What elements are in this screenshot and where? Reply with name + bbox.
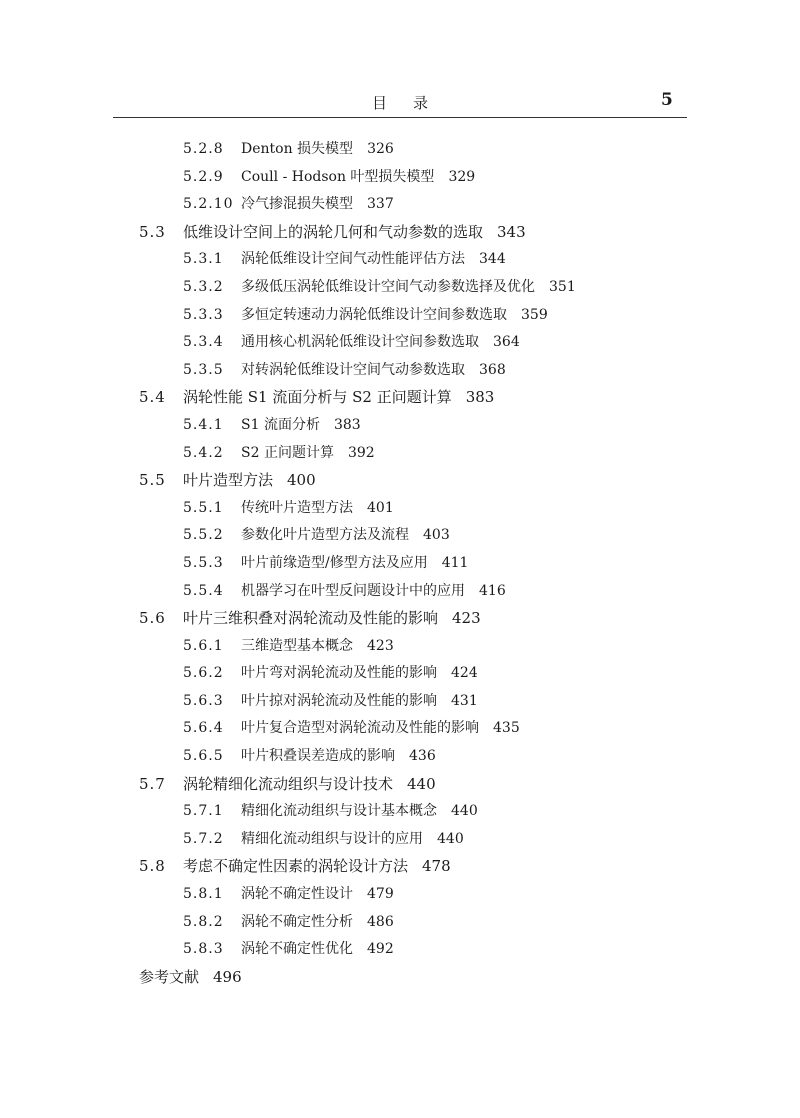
toc-entry-number: 5.3.1 — [183, 251, 224, 268]
toc-entry-title: 叶片造型方法 — [183, 471, 274, 490]
toc-entry-page: 400 — [287, 471, 316, 490]
toc-subsection-entry[interactable] — [0, 136, 800, 164]
toc-subsection-entry[interactable] — [0, 412, 800, 440]
toc-entry-page: 368 — [479, 361, 506, 378]
toc-entry-title: 机器学习在叶型反问题设计中的应用 — [241, 582, 465, 599]
toc-subsection-entry[interactable] — [0, 578, 800, 606]
toc-section-entry[interactable] — [0, 467, 800, 495]
table-of-contents — [0, 136, 800, 991]
toc-subsection-entry[interactable] — [0, 550, 800, 578]
toc-entry-page: 343 — [497, 222, 526, 241]
toc-entry-number: 5.6.1 — [183, 637, 224, 654]
toc-entry-page: 344 — [479, 251, 506, 268]
toc-section-entry[interactable] — [0, 605, 800, 633]
toc-entry-title: S2 正问题计算 — [241, 444, 334, 461]
toc-entry-title: 精细化流动组织与设计的应用 — [241, 830, 423, 847]
toc-entry-title: 多恒定转速动力涡轮低维设计空间参数选取 — [241, 306, 507, 323]
toc-entry-title: 叶片三维积叠对涡轮流动及性能的影响 — [183, 609, 439, 628]
toc-subsection-entry[interactable] — [0, 246, 800, 274]
toc-entry-title: 精细化流动组织与设计基本概念 — [241, 803, 437, 820]
toc-entry-number: 5.3 — [139, 222, 166, 241]
toc-entry-page: 364 — [493, 334, 520, 351]
toc-entry-title: 对转涡轮低维设计空间气动参数选取 — [241, 361, 465, 378]
toc-entry-number: 5.5.4 — [183, 582, 224, 599]
toc-entry-number: 5.6.2 — [183, 665, 224, 682]
toc-entry-page: 351 — [549, 278, 576, 295]
toc-section-entry[interactable] — [0, 771, 800, 799]
toc-entry-title: 考虑不确定性因素的涡轮设计方法 — [183, 857, 409, 876]
toc-entry-title: S1 流面分析 — [241, 416, 320, 433]
toc-entry-number: 5.5 — [139, 471, 166, 490]
toc-entry-page: 329 — [448, 168, 476, 185]
toc-entry-title: 涡轮不确定性分析 — [241, 913, 353, 930]
header-rule — [113, 117, 687, 118]
toc-entry-title: 低维设计空间上的涡轮几何和气动参数的选取 — [183, 222, 484, 241]
toc-entry-title: 涡轮不确定性设计 — [241, 886, 353, 903]
toc-entry-number: 5.6.5 — [183, 748, 224, 765]
toc-entry-number: 5.5.3 — [183, 554, 224, 571]
toc-entry-page: 496 — [213, 967, 242, 986]
toc-entry-page: 337 — [367, 196, 394, 213]
toc-entry-page: 383 — [465, 388, 495, 407]
toc-entry-number: 5.8.1 — [183, 886, 224, 903]
toc-entry-title: 叶片前缘造型/修型方法及应用 — [241, 554, 428, 571]
toc-entry-title: 叶片复合造型对涡轮流动及性能的影响 — [241, 720, 479, 737]
toc-entry-number: 5.3.3 — [183, 306, 224, 323]
toc-entry-title: 涡轮性能 S1 流面分析与 S2 正问题计算 — [183, 388, 452, 407]
toc-subsection-entry[interactable] — [0, 881, 800, 909]
toc-subsection-entry[interactable] — [0, 688, 800, 716]
toc-entry-number: 5.7.1 — [183, 803, 224, 820]
toc-entry-page: 326 — [367, 141, 394, 157]
toc-entry-title: 叶片弯对涡轮流动及性能的影响 — [241, 665, 437, 682]
toc-entry-page: 423 — [452, 609, 481, 628]
toc-entry-page: 492 — [367, 941, 394, 958]
toc-entry-page: 486 — [367, 913, 394, 930]
toc-entry-page: 392 — [347, 444, 375, 461]
toc-entry-number: 5.4.2 — [183, 444, 224, 461]
toc-entry-page: 401 — [367, 499, 394, 516]
toc-entry-number: 5.6 — [139, 609, 166, 628]
toc-entry-number: 5.3.5 — [183, 361, 224, 378]
toc-subsection-entry[interactable] — [0, 936, 800, 964]
toc-subsection-entry[interactable] — [0, 357, 800, 385]
toc-subsection-entry[interactable] — [0, 495, 800, 523]
toc-entry-page: 431 — [451, 692, 478, 709]
toc-entry-number: 5.6.3 — [183, 692, 224, 709]
toc-entry-page: 416 — [479, 582, 506, 599]
toc-entry-number: 5.5.1 — [183, 499, 224, 516]
toc-entry-number: 5.5.2 — [183, 527, 224, 544]
toc-entry-number: 5.8 — [139, 857, 166, 876]
toc-entry-page: 359 — [521, 306, 548, 323]
toc-entry-page: 440 — [407, 774, 436, 793]
toc-subsection-entry[interactable] — [0, 329, 800, 357]
toc-entry-page: 411 — [441, 554, 469, 571]
toc-entry-page: 383 — [333, 416, 361, 433]
toc-entry-title: 通用核心机涡轮低维设计空间参数选取 — [241, 334, 479, 351]
toc-entry-number: 5.3.4 — [183, 334, 224, 351]
toc-entry-title: 三维造型基本概念 — [241, 637, 353, 654]
toc-entry-number: 5.2.8 — [183, 141, 224, 157]
toc-section-entry[interactable] — [0, 219, 800, 247]
toc-entry-page: 440 — [437, 830, 464, 847]
toc-subsection-entry[interactable] — [0, 633, 800, 661]
toc-subsection-entry[interactable] — [0, 191, 800, 219]
toc-subsection-entry[interactable] — [0, 909, 800, 937]
toc-entry-number: 5.7.2 — [183, 830, 224, 847]
toc-entry-number: 5.2.9 — [183, 168, 224, 185]
toc-entry-number: 5.8.2 — [183, 913, 224, 930]
page-number: 5 — [661, 90, 673, 110]
toc-entry-number: 5.7 — [139, 774, 166, 793]
toc-entry-page: 436 — [409, 748, 436, 765]
toc-subsection-entry[interactable] — [0, 660, 800, 688]
toc-entry-title: 叶片积叠误差造成的影响 — [241, 748, 395, 765]
toc-subsection-entry[interactable] — [0, 826, 800, 854]
running-header-title: 目录 — [371, 94, 454, 112]
toc-entry-page: 479 — [367, 886, 394, 903]
toc-subsection-entry[interactable] — [0, 274, 800, 302]
toc-subsection-entry[interactable] — [0, 302, 800, 330]
toc-entry-number: 5.8.3 — [183, 941, 224, 958]
toc-entry-title: 多级低压涡轮低维设计空间气动参数选择及优化 — [241, 278, 535, 295]
toc-entry-page: 478 — [422, 857, 451, 876]
toc-section-entry[interactable] — [0, 384, 800, 412]
toc-entry-number: 5.4.1 — [183, 416, 224, 433]
toc-entry-title: 参考文献 — [139, 967, 200, 986]
toc-entry-page: 423 — [367, 637, 394, 654]
toc-entry-title: 涡轮低维设计空间气动性能评估方法 — [241, 251, 465, 268]
toc-entry-number: 5.6.4 — [183, 720, 224, 737]
toc-entry-page: 440 — [451, 803, 478, 820]
toc-entry-number: 5.4 — [139, 388, 166, 407]
toc-section-entry[interactable] — [0, 853, 800, 881]
toc-subsection-entry[interactable] — [0, 164, 800, 192]
toc-entry-title: 叶片掠对涡轮流动及性能的影响 — [241, 692, 437, 709]
toc-subsection-entry[interactable] — [0, 440, 800, 468]
toc-entry-page: 435 — [493, 720, 520, 737]
toc-subsection-entry[interactable] — [0, 798, 800, 826]
toc-entry-page: 403 — [423, 527, 450, 544]
toc-entry-title: 冷气掺混损失模型 — [241, 196, 353, 213]
toc-subsection-entry[interactable] — [0, 715, 800, 743]
toc-entry-number: 5.2.10 — [183, 196, 234, 213]
toc-entry-title: 涡轮不确定性优化 — [241, 941, 353, 958]
toc-entry-title: 传统叶片造型方法 — [241, 499, 353, 516]
toc-entry-title: 参数化叶片造型方法及流程 — [241, 527, 409, 544]
toc-entry-page: 424 — [451, 665, 478, 682]
toc-subsection-entry[interactable] — [0, 522, 800, 550]
toc-entry-title: Coull - Hodson 叶型损失模型 — [241, 168, 435, 185]
toc-entry-number: 5.3.2 — [183, 278, 224, 295]
toc-entry-title: Denton 损失模型 — [241, 141, 354, 157]
toc-subsection-entry[interactable] — [0, 743, 800, 771]
toc-entry-title: 涡轮精细化流动组织与设计技术 — [183, 774, 394, 793]
toc-entry[interactable] — [0, 964, 800, 992]
